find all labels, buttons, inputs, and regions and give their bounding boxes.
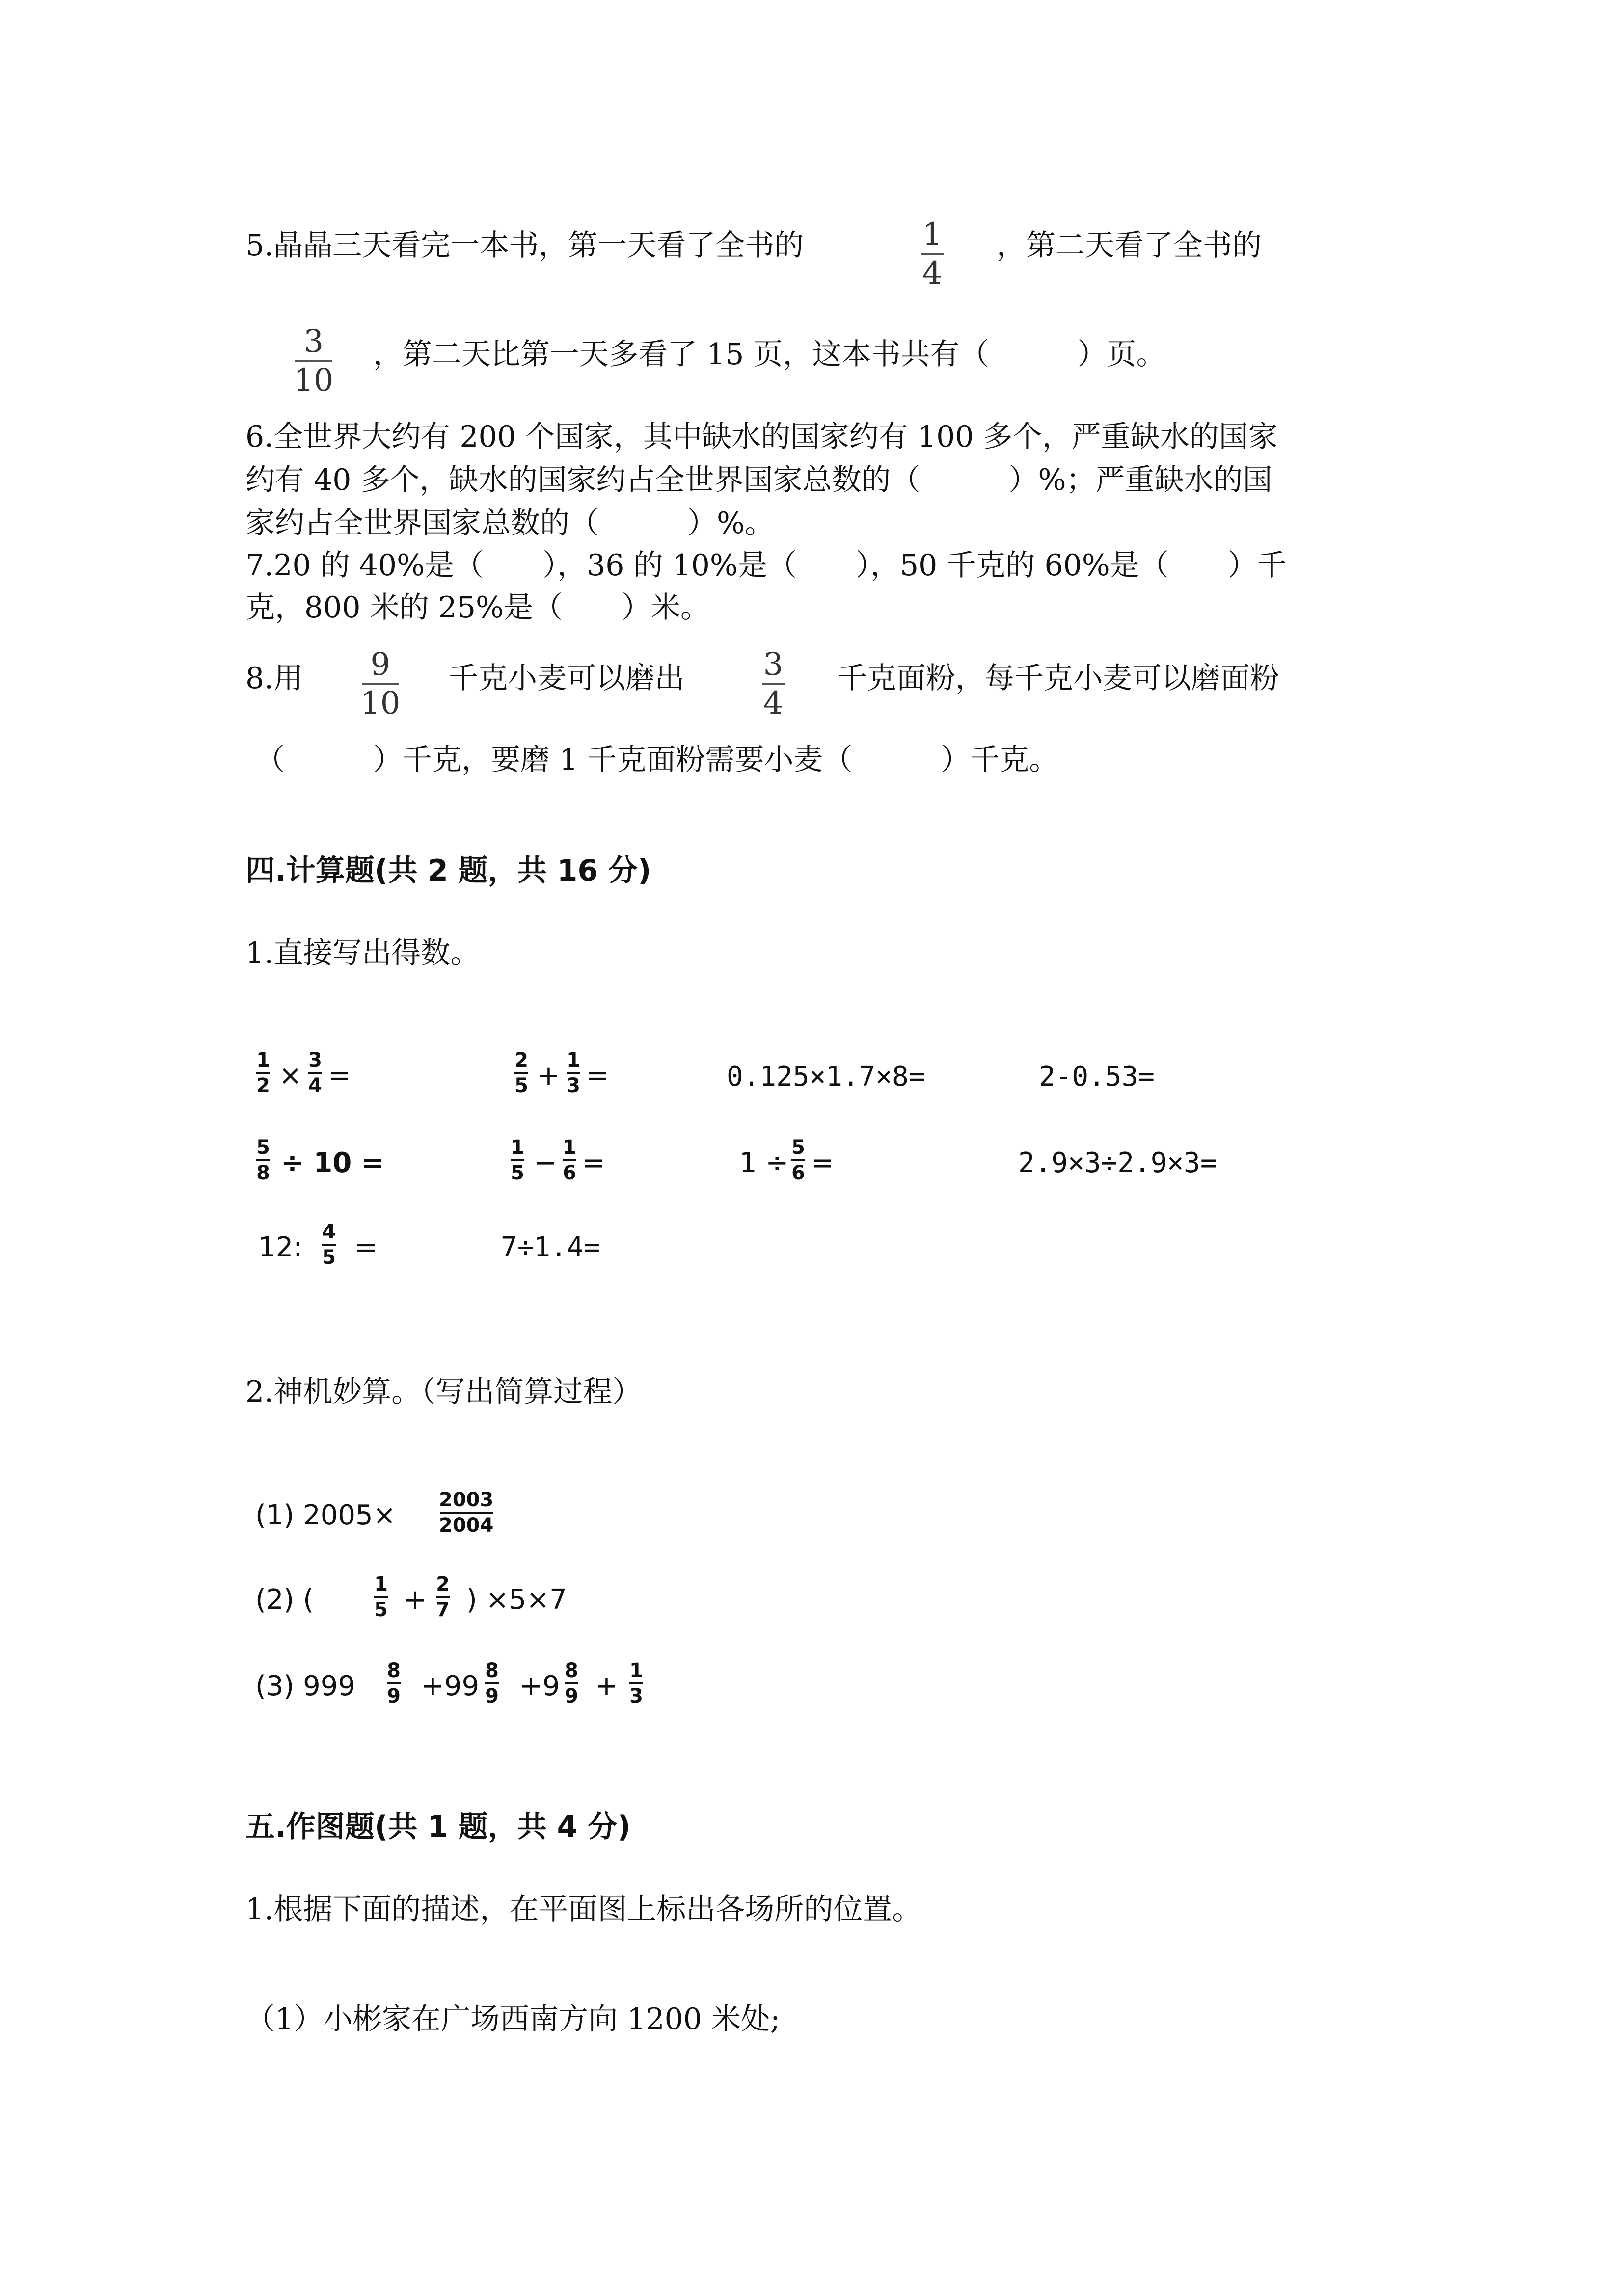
q2-problem-2-label: (2) ( <box>255 1584 314 1616</box>
fraction-denominator: 9 <box>485 1685 499 1708</box>
q5-fraction-2 <box>294 323 334 399</box>
fraction-numerator: 8 <box>565 1659 578 1682</box>
q2-problem-3-fraction-4 <box>629 1661 643 1706</box>
fraction-numerator: 3 <box>308 1049 322 1071</box>
q7-line-1: 7.20 的 40%是（ ），36 的 10%是（ ），50 千克的 60%是（ ）千 <box>245 548 1287 583</box>
fraction-bar <box>567 1072 580 1074</box>
calc-e1-equals: = <box>328 1060 351 1092</box>
fraction-bar <box>322 1244 336 1246</box>
fraction-bar <box>511 1159 524 1161</box>
fraction-denominator: 8 <box>256 1162 270 1184</box>
calc-e3: 0.125×1.7×8= <box>727 1061 925 1093</box>
fraction-denominator: 4 <box>922 255 943 292</box>
q2-problem-3-label: (3) 999 <box>255 1670 356 1702</box>
section4-q2-title: 2.神机妙算。（写出简算过程） <box>245 1375 642 1409</box>
calc-e1-operator: × <box>279 1060 302 1092</box>
q6-line-2: 约有 40 多个，缺水的国家约占全世界国家总数的（ ）%；严重缺水的国 <box>245 463 1272 497</box>
fraction-bar <box>563 1159 576 1161</box>
fraction-numerator: 1 <box>374 1573 388 1596</box>
fraction-denominator: 4 <box>763 685 784 721</box>
fraction-numerator: 1 <box>511 1136 524 1159</box>
q2-problem-2-fraction-2 <box>436 1575 450 1620</box>
fraction-denominator: 5 <box>374 1599 388 1621</box>
calc-e10: 7÷1.4= <box>501 1231 600 1263</box>
fraction-bar <box>374 1596 388 1598</box>
fraction-numerator: 5 <box>791 1136 805 1159</box>
q8-line-2: （ ）千克，要磨 1 千克面粉需要小麦（ ）千克。 <box>255 743 1059 777</box>
calc-e8: 2.9×3÷2.9×3= <box>1018 1147 1217 1179</box>
q2-problem-3-fraction-1 <box>387 1661 401 1706</box>
fraction-numerator: 1 <box>629 1659 643 1682</box>
calc-e2-fraction-2 <box>567 1050 580 1095</box>
fraction-bar <box>256 1159 270 1161</box>
q2-problem-1-label: (1) 2005× <box>255 1499 396 1531</box>
fraction-numerator: 9 <box>370 646 391 683</box>
fraction-bar <box>436 1596 450 1598</box>
fraction-denominator: 2004 <box>439 1514 494 1537</box>
q6-line-3: 家约占全世界国家总数的（ ）%。 <box>245 506 775 540</box>
fraction-bar <box>565 1682 578 1684</box>
q8-fraction-2 <box>762 646 785 721</box>
fraction-numerator: 2 <box>514 1049 528 1071</box>
q2-problem-2-fraction-1 <box>374 1575 388 1620</box>
q5-text-a: 5.晶晶三天看完一本书，第一天看了全书的 <box>245 228 804 263</box>
calc-e7-fraction-1 <box>791 1138 805 1183</box>
calc-e6-operator: − <box>534 1147 557 1179</box>
fraction-bar <box>762 683 785 685</box>
fraction-numerator: 3 <box>303 323 324 360</box>
fraction-bar <box>921 253 944 255</box>
section5-q1-item-1: （1）小彬家在广场西南方向 1200 米处; <box>245 2002 781 2036</box>
q5-fraction-1 <box>921 216 944 292</box>
fraction-denominator: 9 <box>387 1685 401 1708</box>
fraction-denominator: 2 <box>256 1074 270 1097</box>
fraction-numerator: 5 <box>256 1136 270 1159</box>
fraction-numerator: 4 <box>322 1221 336 1243</box>
fraction-bar <box>485 1682 499 1684</box>
calc-e2-equals: = <box>586 1060 609 1092</box>
section5-heading: 五.作图题(共 1 题，共 4 分) <box>245 1810 631 1844</box>
calc-e4: 2-0.53= <box>1039 1061 1155 1093</box>
calc-e6-equals: = <box>582 1147 605 1179</box>
fraction-denominator: 10 <box>360 685 401 721</box>
calc-e9-equals: = <box>354 1231 378 1263</box>
calc-e2-fraction-1 <box>514 1050 528 1095</box>
fraction-bar <box>387 1682 401 1684</box>
calc-e5-fraction-1 <box>256 1138 270 1183</box>
fraction-numerator: 1 <box>567 1049 580 1071</box>
fraction-numerator: 2003 <box>439 1489 494 1511</box>
q2-problem-1-fraction <box>439 1490 493 1535</box>
fraction-denominator: 3 <box>629 1685 643 1708</box>
q6-line-1: 6.全世界大约有 200 个国家，其中缺水的国家约有 100 多个，严重缺水的国家 <box>245 420 1278 454</box>
q8-fraction-1 <box>360 646 401 721</box>
q5-text-c: ，第二天比第一天多看了 15 页，这本书共有（ ）页。 <box>373 337 1166 372</box>
q5-text-b: ，第二天看了全书的 <box>997 228 1262 263</box>
fraction-denominator: 6 <box>563 1162 576 1184</box>
q2-problem-3-fraction-2 <box>485 1661 499 1706</box>
calc-e7-equals: = <box>811 1147 834 1179</box>
fraction-denominator: 5 <box>511 1162 524 1184</box>
fraction-numerator: 1 <box>922 216 943 253</box>
calc-e9-fraction-1 <box>322 1222 336 1267</box>
q2-problem-3-term-2: +9 <box>519 1670 560 1702</box>
fraction-numerator: 8 <box>387 1659 401 1682</box>
fraction-denominator: 10 <box>294 362 334 399</box>
fraction-numerator: 1 <box>563 1136 576 1159</box>
fraction-bar <box>295 360 332 362</box>
fraction-bar <box>256 1072 270 1074</box>
fraction-denominator: 4 <box>308 1074 322 1097</box>
q8-text-a: 8.用 <box>245 661 303 695</box>
q8-text-b: 千克小麦可以磨出 <box>449 661 684 695</box>
fraction-numerator: 1 <box>256 1049 270 1071</box>
q2-problem-2-tail: ) ×5×7 <box>466 1584 567 1616</box>
q2-problem-3-fraction-3 <box>565 1661 578 1706</box>
q8-text-c: 千克面粉，每千克小麦可以磨面粉 <box>838 661 1279 695</box>
calc-e2-operator: + <box>537 1060 560 1092</box>
calc-e7-prefix: 1 ÷ <box>739 1147 789 1179</box>
fraction-denominator: 6 <box>791 1162 805 1184</box>
fraction-bar <box>308 1072 322 1074</box>
calc-e5-rest: ÷ 10 = <box>281 1147 384 1179</box>
fraction-denominator: 7 <box>436 1599 450 1621</box>
q7-line-2: 克，800 米的 25%是（ ）米。 <box>245 590 710 625</box>
q2-problem-3-term-1: +99 <box>421 1670 480 1702</box>
section5-q1-title: 1.根据下面的描述，在平面图上标出各场所的位置。 <box>245 1892 922 1926</box>
calc-e9-prefix: 12: <box>258 1231 303 1263</box>
fraction-bar <box>629 1682 643 1684</box>
fraction-numerator: 3 <box>763 646 784 683</box>
fraction-bar <box>440 1512 493 1514</box>
fraction-bar <box>514 1072 528 1074</box>
q2-problem-3-plus: + <box>595 1670 618 1702</box>
fraction-denominator: 5 <box>322 1246 336 1269</box>
calc-e1-fraction-1 <box>256 1050 270 1095</box>
calc-e6-fraction-1 <box>511 1138 524 1183</box>
calc-e1-fraction-2 <box>308 1050 322 1095</box>
q2-problem-2-plus: + <box>404 1584 427 1616</box>
fraction-bar <box>362 683 399 685</box>
calc-e6-fraction-2 <box>563 1138 576 1183</box>
fraction-denominator: 5 <box>514 1074 528 1097</box>
fraction-bar <box>791 1159 805 1161</box>
section4-heading: 四.计算题(共 2 题，共 16 分) <box>245 854 651 888</box>
section4-q1-title: 1.直接写出得数。 <box>245 936 480 970</box>
fraction-numerator: 2 <box>436 1573 450 1596</box>
fraction-numerator: 8 <box>485 1659 499 1682</box>
fraction-denominator: 9 <box>565 1685 578 1708</box>
fraction-denominator: 3 <box>567 1074 580 1097</box>
